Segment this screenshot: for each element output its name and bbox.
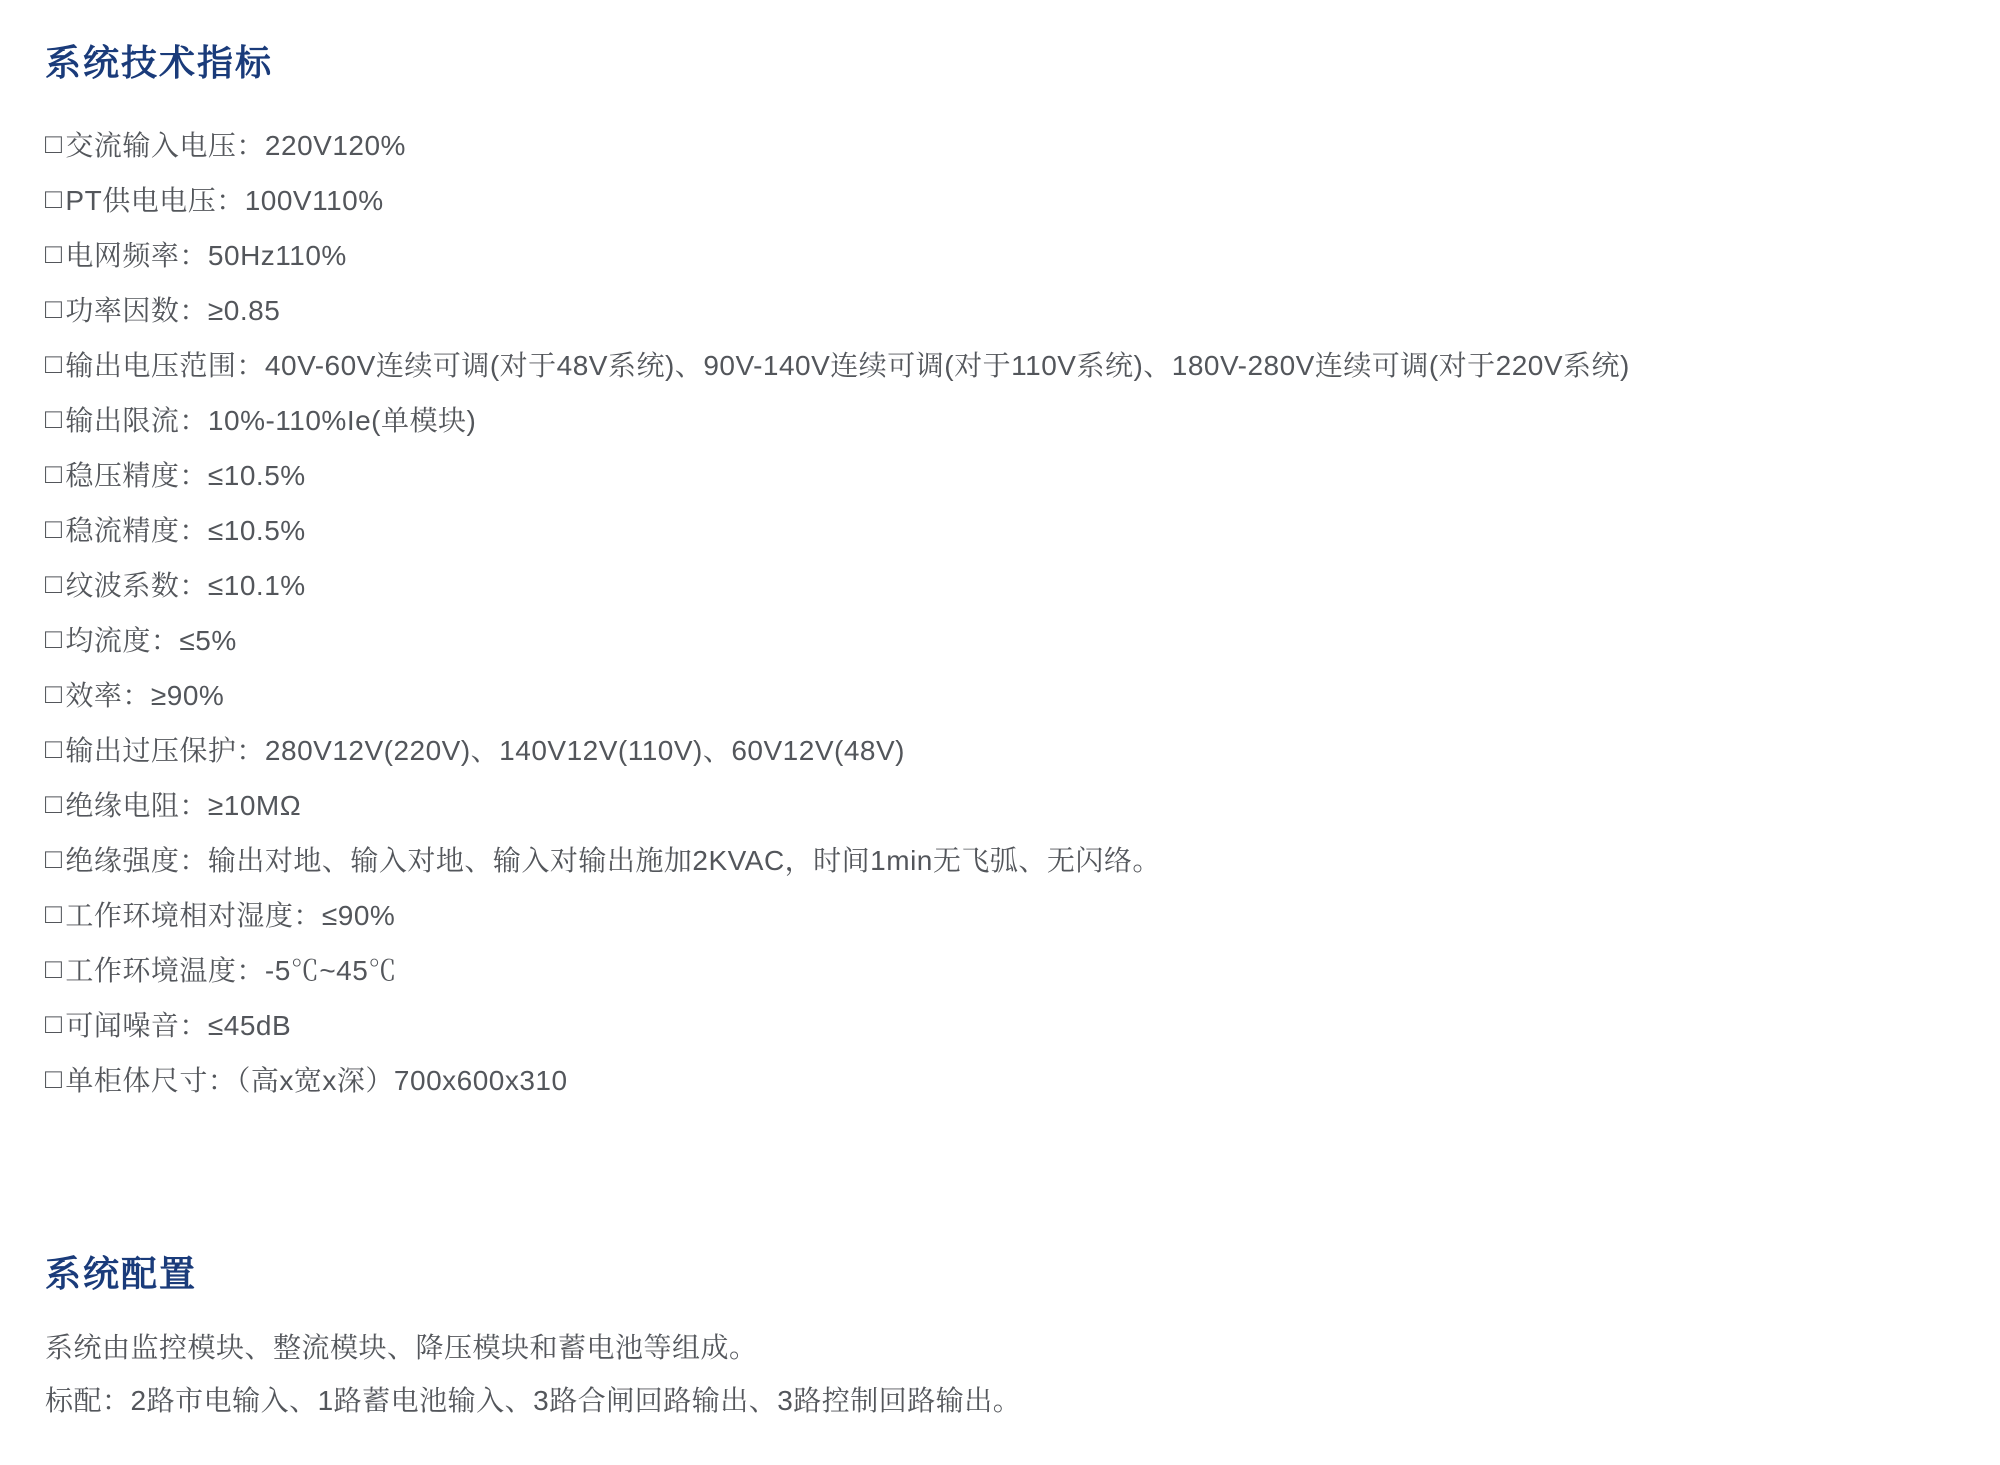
spec-item-text: 电网频率：50Hz110% [65,239,347,271]
square-bullet-icon: □ [45,1062,63,1094]
spec-section-title: 系统技术指标 [45,42,274,83]
spec-item-grid-frequency [45,226,1960,281]
spec-item-text: 输出限流：10%-110%Ie(单模块) [65,404,477,436]
config-section-body [45,1321,1960,1427]
spec-item-text: 功率因数：≥0.85 [65,294,281,326]
spec-item-text: 可闻噪音：≤45dB [65,1009,292,1041]
square-bullet-icon: □ [45,1007,63,1039]
square-bullet-icon: □ [45,402,63,434]
square-bullet-icon: □ [45,567,63,599]
square-bullet-icon: □ [45,787,63,819]
spec-item-audible-noise [45,996,1960,1051]
config-standard-line: 标配：2路市电输入、1路蓄电池输入、3路合闸回路输出、3路控制回路输出。 [45,1385,1022,1416]
square-bullet-icon: □ [45,292,63,324]
spec-item-insulation-strength [45,831,1960,886]
square-bullet-icon: □ [45,732,63,764]
square-bullet-icon: □ [45,237,63,269]
square-bullet-icon: □ [45,347,63,379]
square-bullet-icon: □ [45,622,63,654]
square-bullet-icon: □ [45,127,63,159]
spec-item-efficiency [45,666,1960,721]
spec-item-ac-input-voltage [45,116,1960,171]
spec-item-power-factor [45,281,1960,336]
square-bullet-icon: □ [45,457,63,489]
spec-item-text: PT供电电压：100V110% [65,184,384,216]
spec-item-text: 绝缘强度：输出对地、输入对地、输入对输出施加2KVAC，时间1min无飞弧、无闪络。 [65,844,1161,876]
square-bullet-icon: □ [45,952,63,984]
spec-item-text: 效率：≥90% [65,679,225,711]
square-bullet-icon: □ [45,512,63,544]
spec-item-text: 工作环境相对湿度：≤90% [65,899,396,931]
spec-item-voltage-regulation-accuracy [45,446,1960,501]
spec-item-overvoltage-protection [45,721,1960,776]
spec-item-output-current-limit [45,391,1960,446]
square-bullet-icon: □ [45,182,63,214]
spec-item-text: 单柜体尺寸：（高x宽x深）700x600x310 [65,1064,568,1096]
spec-item-text: 输出过压保护：280V12V(220V)、140V12V(110V)、60V12V(48V) [65,734,905,766]
spec-item-text: 稳压精度：≤10.5% [65,459,306,491]
spec-item-insulation-resistance [45,776,1960,831]
spec-item-text: 工作环境温度：-5℃~45℃ [65,954,397,986]
config-section-title: 系统配置 [45,1253,198,1294]
config-composition-line: 系统由监控模块、整流模块、降压模块和蓄电池等组成。 [45,1332,758,1363]
spec-item-ripple-coefficient [45,556,1960,611]
square-bullet-icon: □ [45,897,63,929]
spec-item-text: 输出电压范围：40V-60V连续可调(对于48V系统)、90V-140V连续可调(对于110V系统)、180V-280V连续可调(对于220V系统) [65,349,1630,381]
spec-item-text: 交流输入电压：220V120% [65,129,406,161]
spec-item-pt-supply-voltage [45,171,1960,226]
spec-item-text: 均流度：≤5% [65,624,237,656]
spec-item-current-sharing [45,611,1960,666]
spec-item-text: 绝缘电阻：≥10MΩ [65,789,302,821]
spec-item-relative-humidity [45,886,1960,941]
spec-list [45,116,1960,1106]
spec-item-cabinet-dimensions [45,1051,1960,1106]
spec-item-text: 稳流精度：≤10.5% [65,514,306,546]
square-bullet-icon: □ [45,677,63,709]
spec-item-output-voltage-range [45,336,1960,391]
spec-item-current-regulation-accuracy [45,501,1960,556]
square-bullet-icon: □ [45,842,63,874]
spec-item-operating-temperature [45,941,1960,996]
spec-item-text: 纹波系数：≤10.1% [65,569,306,601]
